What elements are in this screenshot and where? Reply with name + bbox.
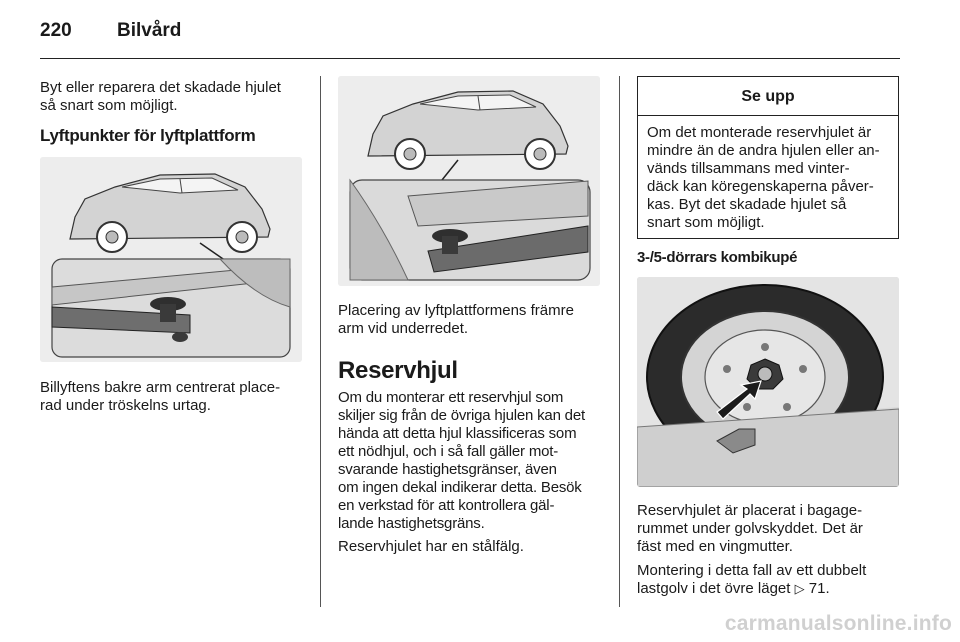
text-line: mindre än de andra hjulen eller an-	[647, 142, 880, 159]
text-line: hända att detta hjul klassificeras som	[338, 425, 577, 442]
subheading-lift-points: Lyftpunkter för lyftplattform	[40, 126, 256, 145]
text-line: kas. Byt det skadade hjulet så	[647, 196, 847, 213]
header-divider	[40, 58, 900, 59]
text-line: Billyftens bakre arm centrerat place-	[40, 379, 281, 396]
text-line: Byt eller reparera det skadade hjulet	[40, 79, 281, 96]
page-number: 220	[40, 20, 72, 41]
caution-text	[647, 124, 880, 232]
text-line: rad under tröskelns urtag.	[40, 397, 211, 414]
front-lift-arm-illustration	[338, 76, 600, 286]
text-line: vänds tillsammans med vinter-	[647, 160, 850, 177]
caution-title: Se upp	[638, 77, 898, 116]
spare-wheel-location-paragraph	[637, 502, 863, 556]
figure-caption-front-arm	[338, 302, 574, 338]
column-divider-right	[619, 76, 620, 607]
text-fragment: lastgolv i det övre läget	[637, 580, 791, 597]
rear-lift-arm-illustration	[40, 157, 302, 362]
page-reference-icon: ▷	[794, 581, 805, 596]
text-line: lande hastighetsgräns.	[338, 515, 485, 532]
page-reference-link[interactable]: 71.	[808, 580, 830, 597]
text-line: så snart som möjligt.	[40, 97, 178, 114]
lift-arm-detail	[350, 180, 590, 280]
figure-caption-rear-arm	[40, 379, 280, 415]
text-line: Reservhjulet är placerat i bagage-	[637, 502, 863, 519]
text-line: svarande hastighetsgränser, även	[338, 461, 557, 478]
section-heading-spare-wheel: Reservhjul	[338, 357, 458, 384]
text-line: en verkstad för att kontrollera gäl-	[338, 497, 555, 514]
text-line: Placering av lyftplattformens främre	[338, 302, 574, 319]
chapter-title: Bilvård	[117, 20, 182, 41]
text-line: snart som möjligt.	[647, 214, 765, 231]
text-line: rummet under golvskyddet. Det är	[637, 520, 863, 537]
double-floor-paragraph	[637, 562, 866, 598]
text-line: Om det monterade reservhjulet är	[647, 124, 872, 141]
watermark: carmanualsonline.info	[724, 612, 952, 635]
caution-box	[637, 76, 899, 239]
text-line: skiljer sig från de övriga hjulen kan det	[338, 407, 585, 424]
text-line: arm vid underredet.	[338, 320, 469, 337]
spare-wheel-in-trunk-illustration	[637, 277, 899, 487]
steel-rim-note: Reservhjulet har en stålfälg.	[338, 538, 524, 555]
text-line: fäst med en vingmutter.	[637, 538, 793, 555]
text-line: Om du monterar ett reservhjul som	[338, 389, 564, 406]
column-divider-left	[320, 76, 321, 607]
text-line: däck kan köregenskaperna påver-	[647, 178, 874, 195]
lift-arm-detail	[52, 259, 290, 357]
subheading-hatchback: 3-/5-dörrars kombikupé	[637, 249, 798, 266]
text-line: om ingen dekal indikerar detta. Besök	[338, 479, 582, 496]
intro-paragraph	[40, 79, 281, 115]
text-line: ett nödhjul, och i så fall gäller mot-	[338, 443, 559, 460]
spare-wheel-paragraph	[338, 389, 585, 533]
text-line	[637, 580, 866, 598]
text-line: Montering i detta fall av ett dubbelt	[637, 562, 867, 579]
